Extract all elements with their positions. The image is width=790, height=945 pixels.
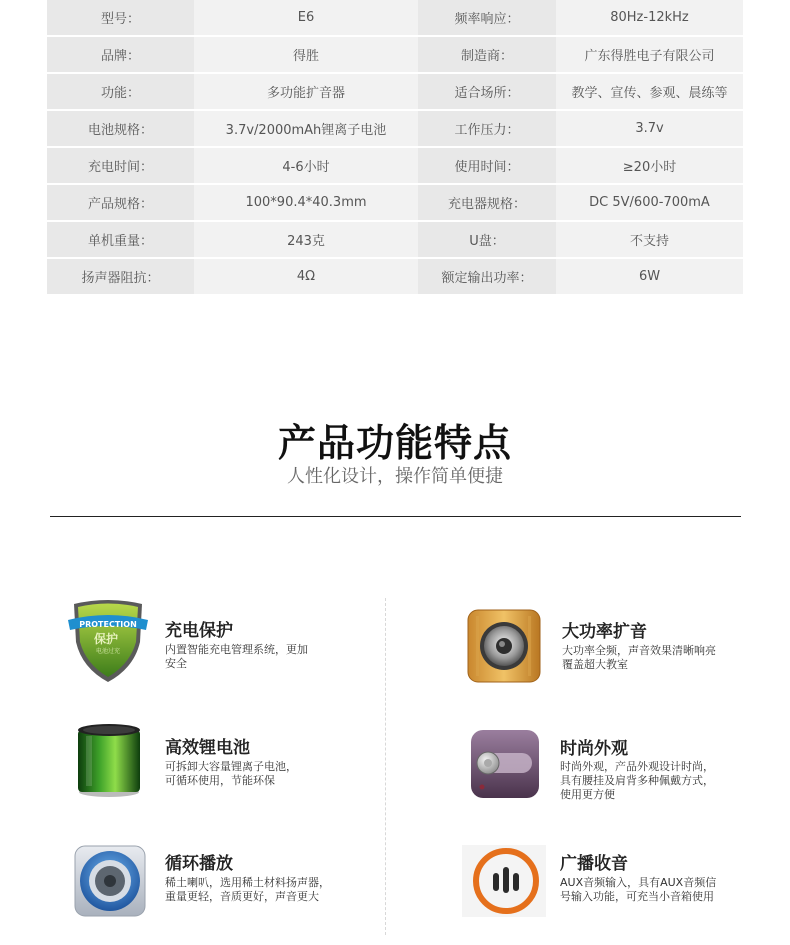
spec-label: 工作压力： [418,111,556,148]
spec-value: E6 [194,0,418,37]
spec-label: 充电器规格： [418,185,556,222]
shield-badge-text: PROTECTION [79,620,137,629]
shield-badge-small: 电池过充 [95,648,121,655]
spec-value: 得胜 [194,37,418,74]
feature-title: 充电保护 [165,621,233,641]
spec-value: 6W [556,259,743,296]
section-divider [50,516,741,517]
sound-wave-icon [462,845,546,917]
feature-desc: 稀土喇叭，选用稀土材料扬声器，重量更轻，音质更好，声音更大 [165,876,330,903]
feature-lithium-battery [72,722,412,822]
feature-desc: 大功率全频，声音效果清晰响亮覆盖超大教室 [562,644,716,671]
spec-value: 4Ω [194,259,418,296]
spec-label: 型号： [47,0,194,37]
shield-badge-label: 保护 [93,632,119,646]
feature-stylish-look [470,729,790,829]
feature-title: 时尚外观 [560,739,628,759]
spec-label: 扬声器阻抗： [47,259,194,296]
feature-title: 广播收音 [560,854,628,874]
spec-label: 制造商： [418,37,556,74]
spec-value: 3.7v [556,111,743,148]
spec-label: 充电时间： [47,148,194,185]
spec-row [47,0,743,37]
spec-label: 产品规格： [47,185,194,222]
feature-desc: 可拆卸大容量锂离子电池，可循环使用，节能环保 [165,760,297,787]
spec-row [47,148,743,185]
feature-broadcast-radio [462,845,790,945]
protection-shield-icon [66,598,150,684]
spec-value: 教学、宣传、参观、晨练等 [556,74,743,111]
spec-row [47,259,743,296]
spec-label: 电池规格： [47,111,194,148]
spec-label: 频率响应： [418,0,556,37]
feature-desc: 时尚外观，产品外观设计时尚，具有腰挂及肩背多种佩戴方式，使用更方便 [560,760,714,801]
feature-desc: AUX音频输入，具有AUX音频信号输入功能，可充当小音箱使用 [560,876,717,903]
feature-title: 高效锂电池 [165,738,250,758]
feature-title: 循环播放 [165,854,233,874]
round-speaker-icon [74,845,146,917]
spec-label: 额定输出功率： [418,259,556,296]
feature-loop-play [74,845,414,945]
spec-label: 功能： [47,74,194,111]
spec-value: 3.7v/2000mAh锂离子电池 [194,111,418,148]
section-subtitle: 人性化设计，操作简单便捷 [287,466,503,487]
spec-row [47,222,743,259]
feature-charge-protection [66,598,406,698]
spec-label: 单机重量： [47,222,194,259]
feature-high-power [466,608,790,708]
spec-value: 广东得胜电子有限公司 [556,37,743,74]
spec-row [47,74,743,111]
feature-desc: 内置智能充电管理系统，更加安全 [165,643,308,670]
section-title: 产品功能特点 [277,420,512,465]
spec-value: 100*90.4*40.3mm [194,185,418,222]
spec-value: 4-6小时 [194,148,418,185]
battery-icon [72,722,146,798]
spec-value: ≥20小时 [556,148,743,185]
spec-row [47,111,743,148]
spec-label: 使用时间： [418,148,556,185]
spec-row [47,37,743,74]
spec-value: 80Hz-12kHz [556,0,743,37]
spec-value: 多功能扩音器 [194,74,418,111]
device-icon [470,729,540,799]
spec-value: DC 5V/600-700mA [556,185,743,222]
feature-title: 大功率扩音 [562,622,647,642]
spec-value: 243克 [194,222,418,259]
spec-label: U盘： [418,222,556,259]
spec-row [47,185,743,222]
spec-table [47,0,743,296]
spec-value: 不支持 [556,222,743,259]
speaker-box-icon [466,608,542,684]
spec-label: 品牌： [47,37,194,74]
spec-label: 适合场所： [418,74,556,111]
